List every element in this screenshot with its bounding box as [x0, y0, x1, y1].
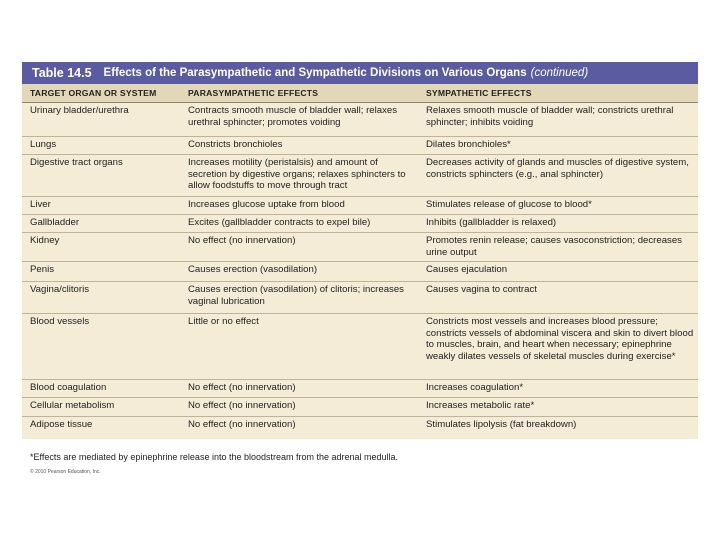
table-row	[22, 417, 698, 439]
table-footnote: *Effects are mediated by epinephrine release into the bloodstream from the adrenal medulla.	[30, 452, 399, 462]
sympathetic-cell: Relaxes smooth muscle of bladder wall; constricts urethral sphincter; inhibits voiding	[426, 105, 674, 128]
sympathetic-cell: Causes vagina to contract	[426, 284, 537, 295]
table-row	[22, 155, 698, 197]
parasympathetic-cell: No effect (no innervation)	[188, 382, 296, 393]
parasympathetic-cell: Increases motility (peristalsis) and amount of secretion by digestive organs; relaxes sphincters to allow foodstuffs to move through tract	[188, 157, 406, 191]
sympathetic-cell: Constricts most vessels and increases blood pressure; constricts vessels of abdominal viscera and skin to divert blood to muscles, brain, and heart when necessary; epinephrine weakly dilates vessels of skeletal muscles during exercise*	[426, 316, 694, 362]
sympathetic-cell: Stimulates lipolysis (fat breakdown)	[426, 419, 577, 430]
table-row	[22, 282, 698, 314]
table-title-bar	[22, 62, 698, 84]
table-row	[22, 233, 698, 262]
copyright-notice: © 2010 Pearson Education, Inc.	[30, 469, 101, 475]
table-label: Table 14.5	[32, 66, 92, 80]
sympathetic-cell: Decreases activity of glands and muscles of digestive system, constricts sphincters (e.g., anal sphincter)	[426, 157, 689, 180]
organ-cell: Kidney	[30, 235, 60, 246]
organ-cell: Lungs	[30, 139, 57, 150]
sympathetic-cell: Dilates bronchioles*	[426, 139, 511, 150]
parasympathetic-cell: Contracts smooth muscle of bladder wall; relaxes urethral sphincter; promotes voiding	[188, 105, 398, 128]
table-title: Effects of the Parasympathetic and Sympathetic Divisions on Various Organs	[103, 67, 527, 79]
organ-cell: Vagina/clitoris	[30, 284, 90, 295]
header-target-organ: TARGET ORGAN OR SYSTEM	[30, 88, 157, 98]
organ-cell: Adipose tissue	[30, 419, 93, 430]
parasympathetic-cell: Excites (gallbladder contracts to expel bile)	[188, 217, 371, 228]
parasympathetic-cell: Increases glucose uptake from blood	[188, 199, 345, 210]
parasympathetic-cell: Causes erection (vasodilation)	[188, 264, 318, 275]
organ-cell: Gallbladder	[30, 217, 80, 228]
organ-cell: Cellular metabolism	[30, 400, 115, 411]
organ-cell: Digestive tract organs	[30, 157, 123, 168]
sympathetic-cell: Causes ejaculation	[426, 264, 508, 275]
parasympathetic-cell: Constricts bronchioles	[188, 139, 283, 150]
sympathetic-cell: Promotes renin release; causes vasoconstriction; decreases urine output	[426, 235, 682, 258]
organ-cell: Urinary bladder/urethra	[30, 105, 129, 116]
parasympathetic-cell: No effect (no innervation)	[188, 235, 296, 246]
table-row	[22, 398, 698, 417]
table-header-row	[22, 84, 698, 103]
table-row	[22, 262, 698, 282]
table-row	[22, 103, 698, 137]
table-row	[22, 380, 698, 398]
table-continued-label: (continued)	[530, 67, 589, 79]
table-row	[22, 137, 698, 155]
organ-cell: Penis	[30, 264, 54, 275]
table-row	[22, 215, 698, 233]
sympathetic-cell: Inhibits (gallbladder is relaxed)	[426, 217, 557, 228]
sympathetic-cell: Stimulates release of glucose to blood*	[426, 199, 592, 210]
parasympathetic-cell: No effect (no innervation)	[188, 419, 296, 430]
header-parasympathetic: PARASYMPATHETIC EFFECTS	[188, 88, 319, 98]
table-row	[22, 197, 698, 215]
parasympathetic-cell: No effect (no innervation)	[188, 400, 296, 411]
organ-cell: Blood coagulation	[30, 382, 107, 393]
sympathetic-cell: Increases metabolic rate*	[426, 400, 535, 411]
organ-cell: Blood vessels	[30, 316, 90, 327]
effects-table	[22, 84, 698, 439]
sympathetic-cell: Increases coagulation*	[426, 382, 524, 393]
parasympathetic-cell: Little or no effect	[188, 316, 259, 327]
organ-cell: Liver	[30, 199, 51, 210]
table-row	[22, 314, 698, 380]
header-sympathetic: SYMPATHETIC EFFECTS	[426, 88, 532, 98]
parasympathetic-cell: Causes erection (vasodilation) of clitoris; increases vaginal lubrication	[188, 284, 404, 307]
